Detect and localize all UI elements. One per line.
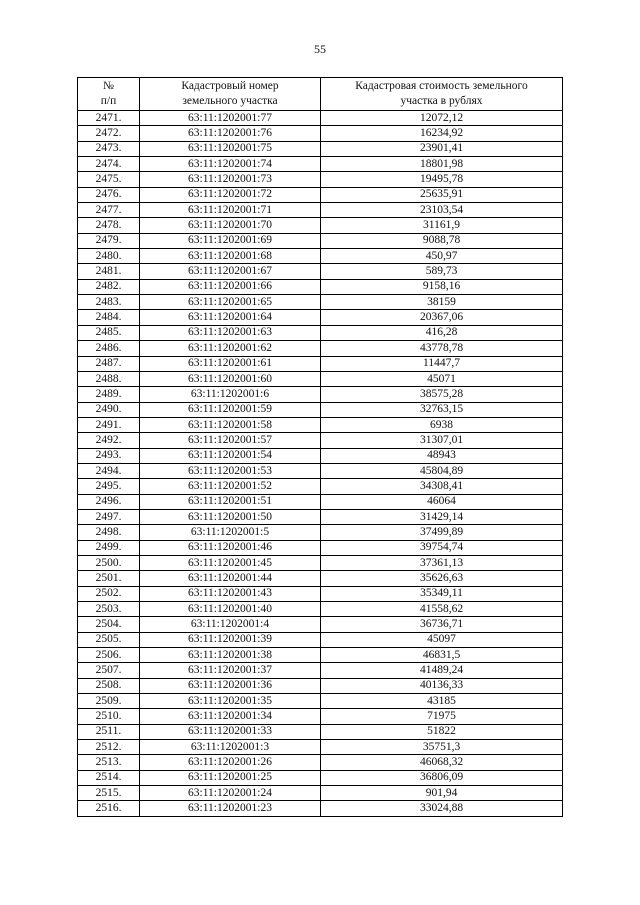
table-row: [78, 555, 563, 570]
header-cost-line1: Кадастровая стоимость земельного: [355, 80, 528, 92]
row-number-cell: 2489.: [78, 387, 140, 402]
row-number-cell: 2516.: [78, 801, 140, 816]
row-number-cell: 2507.: [78, 663, 140, 678]
row-number-cell: 2509.: [78, 694, 140, 709]
row-number-cell: 2490.: [78, 402, 140, 417]
cadastral-number-cell: 63:11:1202001:65: [140, 295, 321, 310]
row-number-cell: 2492.: [78, 433, 140, 448]
cadastral-number-cell: 63:11:1202001:45: [140, 555, 321, 570]
table-row: [78, 786, 563, 801]
table-row: [78, 617, 563, 632]
row-number-cell: 2491.: [78, 417, 140, 432]
table-row: [78, 540, 563, 555]
table-row: [78, 571, 563, 586]
row-number-cell: 2503.: [78, 602, 140, 617]
table-row: [78, 356, 563, 371]
cadastral-cost-cell: 38575,28: [321, 387, 563, 402]
row-number-cell: 2513.: [78, 755, 140, 770]
cadastral-cost-cell: 37499,89: [321, 525, 563, 540]
cadastral-cost-cell: 46831,5: [321, 648, 563, 663]
cadastral-number-cell: 63:11:1202001:39: [140, 632, 321, 647]
table-row: [78, 632, 563, 647]
header-row: [78, 78, 563, 111]
row-number-cell: 2477.: [78, 203, 140, 218]
table-row: [78, 678, 563, 693]
header-number-line2: п/п: [100, 95, 117, 107]
cadastral-number-cell: 63:11:1202001:34: [140, 709, 321, 724]
cadastral-number-cell: 63:11:1202001:26: [140, 755, 321, 770]
cadastral-number-cell: 63:11:1202001:53: [140, 463, 321, 478]
cadastral-cost-cell: 18801,98: [321, 157, 563, 172]
header-cadastral-line1: Кадастровый номер: [181, 80, 279, 92]
cadastral-number-cell: 63:11:1202001:54: [140, 448, 321, 463]
cadastral-number-cell: 63:11:1202001:76: [140, 126, 321, 141]
row-number-cell: 2497.: [78, 509, 140, 524]
row-number-cell: 2476.: [78, 187, 140, 202]
row-number-cell: 2475.: [78, 172, 140, 187]
cadastral-number-cell: 63:11:1202001:6: [140, 387, 321, 402]
row-number-cell: 2484.: [78, 310, 140, 325]
row-number-cell: 2471.: [78, 111, 140, 126]
cadastral-cost-cell: 23901,41: [321, 141, 563, 156]
cadastral-number-cell: 63:11:1202001:38: [140, 648, 321, 663]
header-number: [78, 78, 140, 111]
table-row: [78, 264, 563, 279]
table-row: [78, 448, 563, 463]
cadastral-cost-cell: 11447,7: [321, 356, 563, 371]
cadastral-number-cell: 63:11:1202001:63: [140, 325, 321, 340]
table-row: [78, 249, 563, 264]
row-number-cell: 2493.: [78, 448, 140, 463]
cadastral-number-cell: 63:11:1202001:44: [140, 571, 321, 586]
cadastral-number-cell: 63:11:1202001:77: [140, 111, 321, 126]
table-row: [78, 417, 563, 432]
table-row: [78, 709, 563, 724]
cadastral-number-cell: 63:11:1202001:5: [140, 525, 321, 540]
cadastral-number-cell: 63:11:1202001:50: [140, 509, 321, 524]
table-row: [78, 126, 563, 141]
table-row: [78, 371, 563, 386]
cadastral-number-cell: 63:11:1202001:24: [140, 786, 321, 801]
cadastral-number-cell: 63:11:1202001:37: [140, 663, 321, 678]
header-cadastral-line2: земельного участка: [182, 95, 278, 107]
table-row: [78, 187, 563, 202]
cadastral-cost-cell: 9088,78: [321, 233, 563, 248]
cadastral-cost-cell: 9158,16: [321, 279, 563, 294]
cadastral-cost-cell: 51822: [321, 724, 563, 739]
table-row: [78, 387, 563, 402]
header-cadastral-cost: [321, 78, 563, 111]
cadastral-cost-cell: 38159: [321, 295, 563, 310]
cadastral-cost-cell: 36806,09: [321, 770, 563, 785]
cadastral-number-cell: 63:11:1202001:61: [140, 356, 321, 371]
cadastral-cost-cell: 41558,62: [321, 602, 563, 617]
table-row: [78, 770, 563, 785]
cadastral-number-cell: 63:11:1202001:35: [140, 694, 321, 709]
table-row: [78, 433, 563, 448]
row-number-cell: 2508.: [78, 678, 140, 693]
cadastral-cost-cell: 589,73: [321, 264, 563, 279]
cadastral-cost-cell: 35751,3: [321, 740, 563, 755]
page-number: 55: [314, 42, 326, 56]
row-number-cell: 2472.: [78, 126, 140, 141]
cadastral-cost-cell: 35349,11: [321, 586, 563, 601]
table-row: [78, 157, 563, 172]
cadastral-cost-cell: 36736,71: [321, 617, 563, 632]
row-number-cell: 2483.: [78, 295, 140, 310]
table-row: [78, 141, 563, 156]
cadastral-number-cell: 63:11:1202001:4: [140, 617, 321, 632]
cadastral-cost-cell: 43778,78: [321, 341, 563, 356]
cadastral-number-cell: 63:11:1202001:52: [140, 479, 321, 494]
row-number-cell: 2482.: [78, 279, 140, 294]
cadastral-cost-cell: 45097: [321, 632, 563, 647]
cadastral-number-cell: 63:11:1202001:68: [140, 249, 321, 264]
table-row: [78, 463, 563, 478]
cadastral-number-cell: 63:11:1202001:71: [140, 203, 321, 218]
cadastral-cost-cell: 34308,41: [321, 479, 563, 494]
cadastral-number-cell: 63:11:1202001:62: [140, 341, 321, 356]
cadastral-cost-cell: 25635,91: [321, 187, 563, 202]
cadastral-number-cell: 63:11:1202001:64: [140, 310, 321, 325]
table-row: [78, 479, 563, 494]
cadastral-cost-cell: 46068,32: [321, 755, 563, 770]
row-number-cell: 2494.: [78, 463, 140, 478]
row-number-cell: 2502.: [78, 586, 140, 601]
cadastral-number-cell: 63:11:1202001:58: [140, 417, 321, 432]
row-number-cell: 2515.: [78, 786, 140, 801]
table-row: [78, 602, 563, 617]
cadastral-number-cell: 63:11:1202001:75: [140, 141, 321, 156]
cadastral-number-cell: 63:11:1202001:70: [140, 218, 321, 233]
header-number-line1: №: [103, 80, 114, 92]
cadastral-cost-cell: 12072,12: [321, 111, 563, 126]
table-row: [78, 525, 563, 540]
cadastral-cost-cell: 31161,9: [321, 218, 563, 233]
cadastral-cost-cell: 416,28: [321, 325, 563, 340]
table-row: [78, 402, 563, 417]
cadastral-cost-cell: 37361,13: [321, 555, 563, 570]
cadastral-cost-cell: 33024,88: [321, 801, 563, 816]
cadastral-cost-cell: 71975: [321, 709, 563, 724]
cadastral-cost-cell: 45071: [321, 371, 563, 386]
header-cadastral-number: [140, 78, 321, 111]
cadastral-cost-cell: 23103,54: [321, 203, 563, 218]
cadastral-cost-cell: 48943: [321, 448, 563, 463]
cadastral-number-cell: 63:11:1202001:51: [140, 494, 321, 509]
row-number-cell: 2480.: [78, 249, 140, 264]
cadastral-number-cell: 63:11:1202001:23: [140, 801, 321, 816]
header-cost-line2: участка в рублях: [400, 95, 483, 107]
cadastral-number-cell: 63:11:1202001:57: [140, 433, 321, 448]
cadastral-number-cell: 63:11:1202001:72: [140, 187, 321, 202]
cadastral-cost-cell: 901,94: [321, 786, 563, 801]
row-number-cell: 2506.: [78, 648, 140, 663]
row-number-cell: 2481.: [78, 264, 140, 279]
cadastral-cost-cell: 46064: [321, 494, 563, 509]
cadastral-cost-cell: 19495,78: [321, 172, 563, 187]
cadastral-number-cell: 63:11:1202001:59: [140, 402, 321, 417]
row-number-cell: 2500.: [78, 555, 140, 570]
row-number-cell: 2478.: [78, 218, 140, 233]
table-row: [78, 218, 563, 233]
table-body: [78, 111, 563, 817]
cadastral-cost-cell: 20367,06: [321, 310, 563, 325]
table-row: [78, 233, 563, 248]
table-row: [78, 663, 563, 678]
cadastral-number-cell: 63:11:1202001:67: [140, 264, 321, 279]
cadastral-number-cell: 63:11:1202001:25: [140, 770, 321, 785]
cadastral-number-cell: 63:11:1202001:74: [140, 157, 321, 172]
table-row: [78, 203, 563, 218]
cadastral-cost-cell: 450,97: [321, 249, 563, 264]
row-number-cell: 2504.: [78, 617, 140, 632]
cadastral-number-cell: 63:11:1202001:60: [140, 371, 321, 386]
cadastral-number-cell: 63:11:1202001:69: [140, 233, 321, 248]
table-row: [78, 755, 563, 770]
table-row: [78, 648, 563, 663]
table-row: [78, 172, 563, 187]
table-row: [78, 341, 563, 356]
cadastral-cost-cell: 45804,89: [321, 463, 563, 478]
cadastral-cost-cell: 31307,01: [321, 433, 563, 448]
table-row: [78, 279, 563, 294]
row-number-cell: 2510.: [78, 709, 140, 724]
table-header: [78, 78, 563, 111]
cadastral-cost-cell: 40136,33: [321, 678, 563, 693]
table-row: [78, 586, 563, 601]
row-number-cell: 2499.: [78, 540, 140, 555]
row-number-cell: 2501.: [78, 571, 140, 586]
row-number-cell: 2514.: [78, 770, 140, 785]
cadastral-number-cell: 63:11:1202001:43: [140, 586, 321, 601]
table-row: [78, 509, 563, 524]
table-row: [78, 310, 563, 325]
cadastral-cost-cell: 43185: [321, 694, 563, 709]
cadastral-number-cell: 63:11:1202001:46: [140, 540, 321, 555]
cadastral-number-cell: 63:11:1202001:40: [140, 602, 321, 617]
row-number-cell: 2487.: [78, 356, 140, 371]
cadastral-cost-cell: 31429,14: [321, 509, 563, 524]
row-number-cell: 2474.: [78, 157, 140, 172]
cadastral-table: [77, 77, 563, 817]
table-row: [78, 724, 563, 739]
table-row: [78, 325, 563, 340]
row-number-cell: 2485.: [78, 325, 140, 340]
table-row: [78, 801, 563, 816]
row-number-cell: 2486.: [78, 341, 140, 356]
table-row: [78, 694, 563, 709]
table-row: [78, 295, 563, 310]
cadastral-number-cell: 63:11:1202001:33: [140, 724, 321, 739]
row-number-cell: 2511.: [78, 724, 140, 739]
row-number-cell: 2495.: [78, 479, 140, 494]
cadastral-number-cell: 63:11:1202001:36: [140, 678, 321, 693]
table-row: [78, 111, 563, 126]
row-number-cell: 2479.: [78, 233, 140, 248]
cadastral-cost-cell: 6938: [321, 417, 563, 432]
row-number-cell: 2488.: [78, 371, 140, 386]
cadastral-cost-cell: 35626,63: [321, 571, 563, 586]
row-number-cell: 2512.: [78, 740, 140, 755]
cadastral-cost-cell: 39754,74: [321, 540, 563, 555]
row-number-cell: 2505.: [78, 632, 140, 647]
row-number-cell: 2473.: [78, 141, 140, 156]
cadastral-cost-cell: 32763,15: [321, 402, 563, 417]
cadastral-cost-cell: 16234,92: [321, 126, 563, 141]
table-row: [78, 740, 563, 755]
cadastral-number-cell: 63:11:1202001:73: [140, 172, 321, 187]
row-number-cell: 2498.: [78, 525, 140, 540]
cadastral-cost-cell: 41489,24: [321, 663, 563, 678]
cadastral-number-cell: 63:11:1202001:66: [140, 279, 321, 294]
table-row: [78, 494, 563, 509]
cadastral-number-cell: 63:11:1202001:3: [140, 740, 321, 755]
row-number-cell: 2496.: [78, 494, 140, 509]
